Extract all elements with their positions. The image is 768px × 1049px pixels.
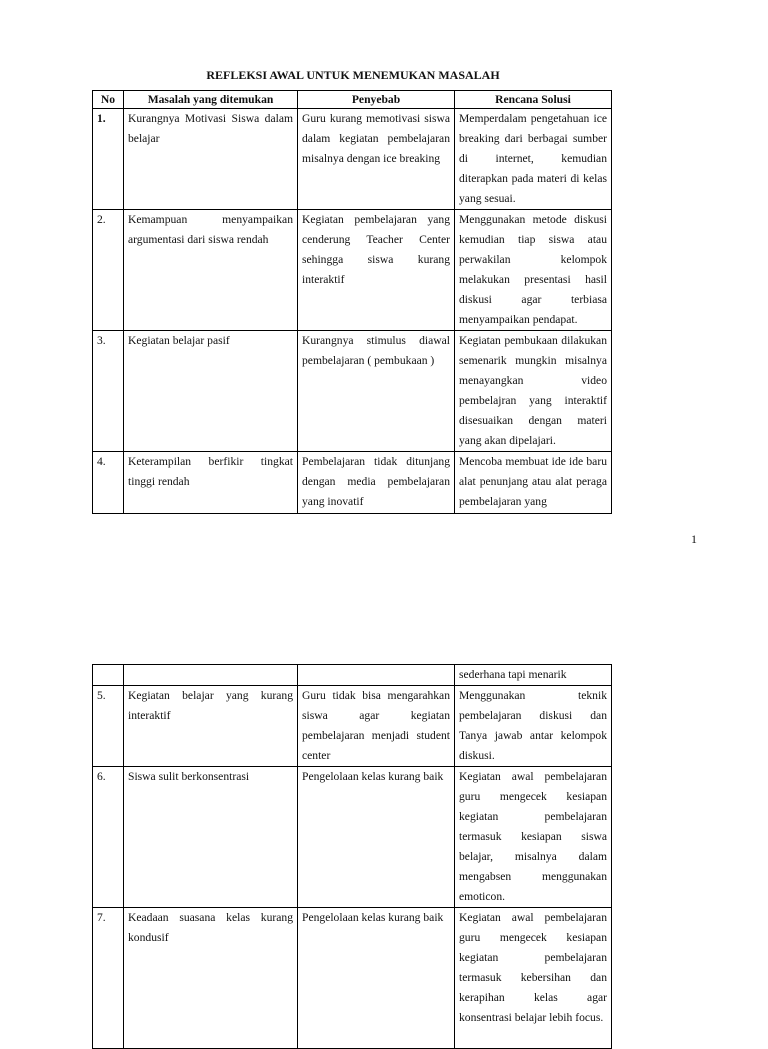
header-no: No xyxy=(93,91,124,109)
cell-penyebab: Pengelolaan kelas kurang baik xyxy=(298,908,455,1049)
header-solusi: Rencana Solusi xyxy=(455,91,612,109)
cell-solusi: Menggunakan metode diskusi kemudian tiap siswa atau perwakilan kelompok melakukan presentasi hasil diskusi agar terbiasa menyampaikan pendapat. xyxy=(455,210,612,331)
table-header-row xyxy=(93,91,612,109)
cell-masalah: Siswa sulit berkonsentrasi xyxy=(124,767,298,908)
row-number xyxy=(93,665,124,686)
row-number: 2. xyxy=(93,210,124,331)
cell-penyebab: Guru kurang memotivasi siswa dalam kegiatan pembelajaran misalnya dengan ice breaking xyxy=(298,109,455,210)
cell-penyebab: Guru tidak bisa mengarahkan siswa agar kegiatan pembelajaran menjadi student center xyxy=(298,686,455,767)
table-row xyxy=(93,686,612,767)
cell-masalah: Kegiatan belajar pasif xyxy=(124,331,298,452)
table-row xyxy=(93,210,612,331)
cell-masalah: Kemampuan menyampaikan argumentasi dari siswa rendah xyxy=(124,210,298,331)
cell-solusi: Memperdalam pengetahuan ice breaking dari berbagai sumber di internet, kemudian diterapkan pada materi di kelas yang sesuai. xyxy=(455,109,612,210)
cell-penyebab xyxy=(298,665,455,686)
cell-masalah: Keterampilan berfikir tingkat tinggi rendah xyxy=(124,452,298,514)
reflection-table xyxy=(92,90,612,514)
reflection-table-continued xyxy=(92,664,612,1049)
header-penyebab: Penyebab xyxy=(298,91,455,109)
row-number: 3. xyxy=(93,331,124,452)
row-number: 5. xyxy=(93,686,124,767)
cell-masalah: Kurangnya Motivasi Siswa dalam belajar xyxy=(124,109,298,210)
cell-penyebab: Pengelolaan kelas kurang baik xyxy=(298,767,455,908)
table-row xyxy=(93,908,612,1049)
table-row xyxy=(93,452,612,514)
cell-solusi: sederhana tapi menarik xyxy=(455,665,612,686)
header-masalah: Masalah yang ditemukan xyxy=(124,91,298,109)
table-row xyxy=(93,109,612,210)
row-number: 4. xyxy=(93,452,124,514)
table-row xyxy=(93,767,612,908)
row-number: 1. xyxy=(93,109,124,210)
table-row xyxy=(93,331,612,452)
row-number: 7. xyxy=(93,908,124,1049)
cell-penyebab: Kegiatan pembelajaran yang cenderung Teacher Center sehingga siswa kurang interaktif xyxy=(298,210,455,331)
cell-masalah: Keadaan suasana kelas kurang kondusif xyxy=(124,908,298,1049)
cell-solusi: Kegiatan awal pembelajaran guru mengecek kesiapan kegiatan pembelajaran termasuk kesiapan siswa belajar, misalnya dalam mengabsen menggunakan emoticon. xyxy=(455,767,612,908)
cell-masalah xyxy=(124,665,298,686)
cell-solusi: Kegiatan awal pembelajaran guru mengecek kesiapan kegiatan pembelajaran termasuk kebersihan dan kerapihan kelas agar konsentrasi belajar lebih focus. xyxy=(455,908,612,1049)
cell-solusi: Kegiatan pembukaan dilakukan semenarik mungkin misalnya menayangkan video pembelajran yang interaktif disesuaikan dengan materi yang akan dipelajari. xyxy=(455,331,612,452)
table-row xyxy=(93,665,612,686)
page-title: REFLEKSI AWAL UNTUK MENEMUKAN MASALAH xyxy=(206,68,500,82)
cell-masalah: Kegiatan belajar yang kurang interaktif xyxy=(124,686,298,767)
page-number: 1 xyxy=(691,532,697,546)
cell-solusi: Mencoba membuat ide ide baru alat penunjang atau alat peraga pembelajaran yang xyxy=(455,452,612,514)
row-number: 6. xyxy=(93,767,124,908)
cell-penyebab: Pembelajaran tidak ditunjang dengan media pembelajaran yang inovatif xyxy=(298,452,455,514)
cell-penyebab: Kurangnya stimulus diawal pembelajaran ( pembukaan ) xyxy=(298,331,455,452)
cell-solusi: Menggunakan teknik pembelajaran diskusi dan Tanya jawab antar kelompok diskusi. xyxy=(455,686,612,767)
